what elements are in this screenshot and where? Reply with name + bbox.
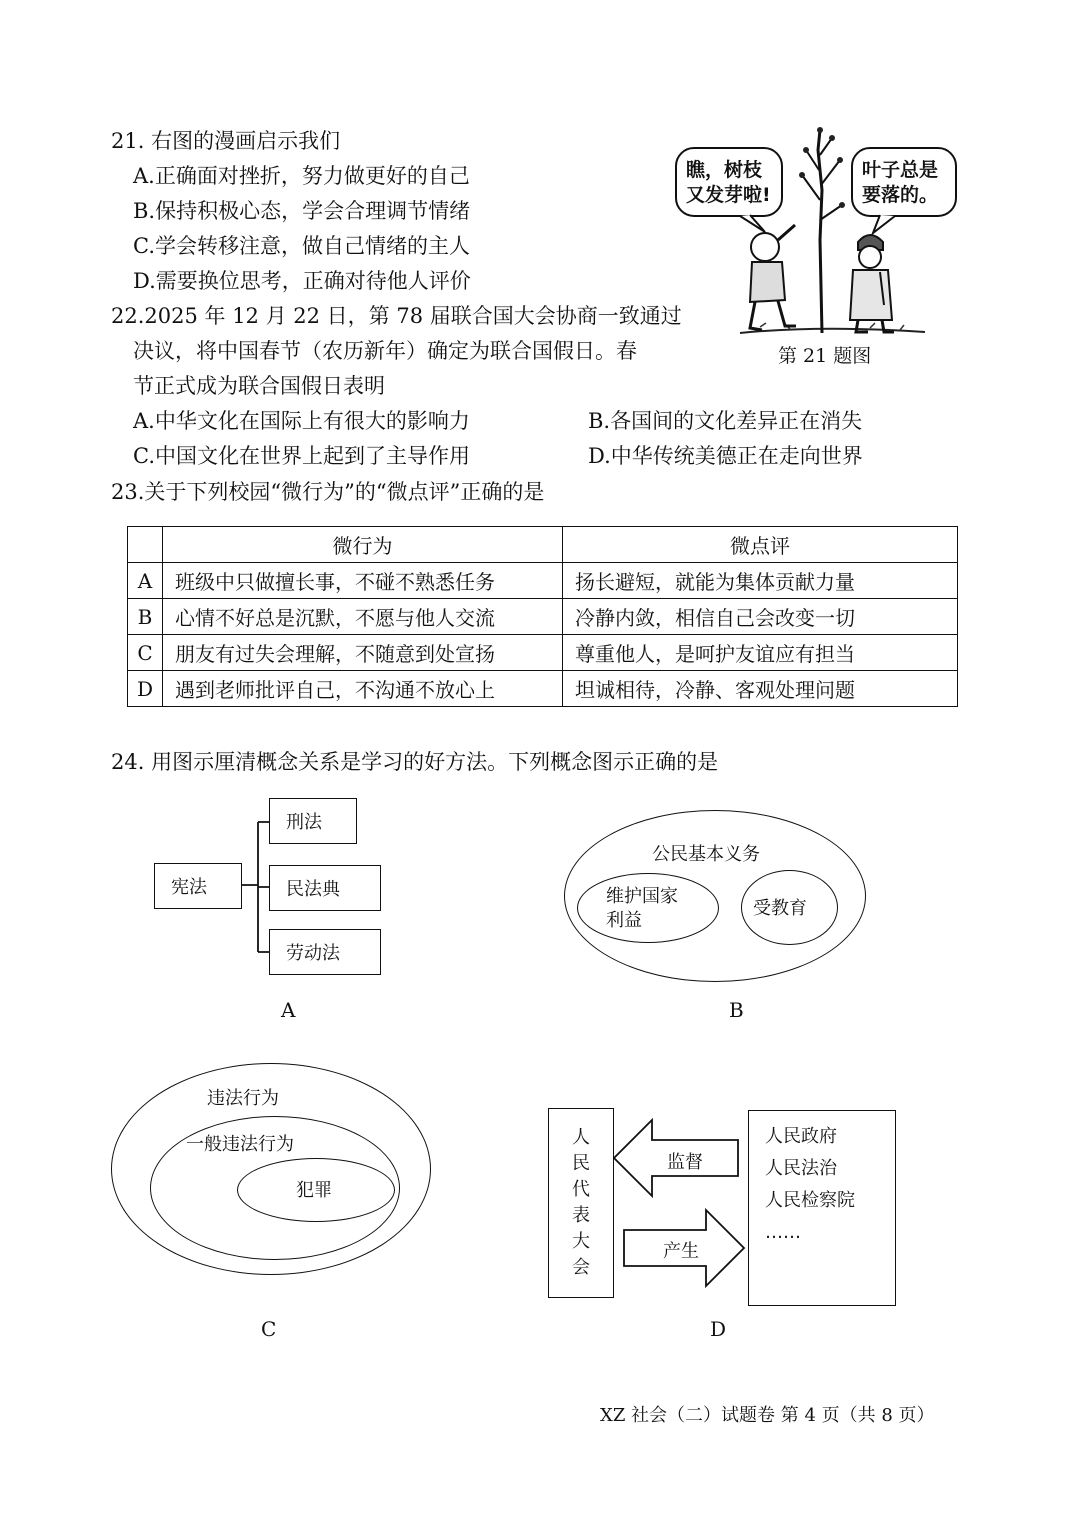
table-cell: 坦诚相待，冷静、客观处理问题 (563, 671, 958, 707)
table-header-cell: 微行为 (163, 527, 563, 563)
q21-option-a: A.正确面对挫折，努力做更好的自己 (133, 164, 470, 188)
diagram-d-right-box (748, 1110, 896, 1306)
bubble-right-line1: 叶子总是 (862, 159, 939, 181)
table-row (128, 671, 958, 707)
q21-stem: 21. 右图的漫画启示我们 (111, 129, 341, 153)
diagram-d-left-box (548, 1108, 614, 1298)
q22-option-d: D.中华传统美德正在走向世界 (588, 444, 863, 468)
table-cell: C (128, 635, 163, 671)
table-cell: D (128, 671, 163, 707)
q21-cartoon (670, 120, 970, 345)
diagram-c-label: C (261, 1317, 277, 1341)
bubble-left-line1: 瞧，树枝 (686, 159, 763, 181)
table-cell: A (128, 563, 163, 599)
diagram-a-child-label: 民法典 (286, 879, 340, 900)
diagram-a-child-2 (269, 865, 381, 911)
diagram-d-left-char: 民 (572, 1153, 590, 1174)
q21-option-c: C.学会转移注意，做自己情绪的主人 (133, 234, 470, 258)
diagram-a-child-label: 刑法 (286, 812, 322, 833)
diagram-a-root-label: 宪法 (171, 877, 207, 898)
diagram-a-root (154, 863, 242, 909)
diagram-a-label: A (281, 998, 296, 1022)
table-cell: 班级中只做擅长事，不碰不熟悉任务 (163, 563, 563, 599)
q22-stem-line1: 22.2025 年 12 月 22 日，第 78 届联合国大会协商一致通过 (111, 304, 682, 328)
q24-stem: 24. 用图示厘清概念关系是学习的好方法。下列概念图示正确的是 (111, 750, 719, 774)
q23-table (127, 526, 958, 707)
table-row (128, 599, 958, 635)
diagram-a-child-3 (269, 929, 381, 975)
diagram-b-inner-left-line1: 维护国家 (606, 886, 678, 907)
bubble-right-line2: 要落的。 (862, 184, 939, 206)
q22-option-a: A.中华文化在国际上有很大的影响力 (133, 409, 470, 433)
page-footer: XZ 社会（二）试题卷 第 4 页（共 8 页） (600, 1405, 935, 1426)
diagram-d-arrow-top-label: 监督 (667, 1152, 703, 1173)
table-header-row (128, 527, 958, 563)
diagram-d-left-char: 代 (572, 1179, 590, 1200)
table-cell: B (128, 599, 163, 635)
diagram-c-middle-label: 一般违法行为 (186, 1134, 294, 1155)
table-cell: 冷静内敛，相信自己会改变一切 (563, 599, 958, 635)
diagram-d-arrow-bottom-label: 产生 (663, 1241, 699, 1262)
diagram-d-left-char: 人 (572, 1127, 590, 1148)
diagram-c-inner-label: 犯罪 (296, 1180, 332, 1201)
diagram-b-inner-left-label (606, 885, 678, 933)
q23-stem: 23.关于下列校园“微行为”的“微点评”正确的是 (111, 480, 545, 504)
diagram-b-inner-right-label: 受教育 (753, 898, 807, 919)
table-cell: 朋友有过失会理解，不随意到处宣扬 (163, 635, 563, 671)
diagram-d-right-item: 人民政府 (765, 1126, 837, 1147)
table-cell: 扬长避短，就能为集体贡献力量 (563, 563, 958, 599)
table-header-cell: 微点评 (563, 527, 958, 563)
diagram-c-outer-label: 违法行为 (207, 1088, 279, 1109)
q22-option-b: B.各国间的文化差异正在消失 (588, 409, 863, 433)
diagram-b-outer-label: 公民基本义务 (652, 844, 760, 865)
diagram-d-label: D (710, 1317, 727, 1341)
table-header-cell (128, 527, 163, 563)
diagram-b-label: B (729, 998, 744, 1022)
bubble-left-line2: 又发芽啦! (686, 184, 771, 206)
diagram-d-right-item: 人民检察院 (765, 1190, 855, 1211)
q22-stem-line2: 决议，将中国春节（农历新年）确定为联合国假日。春 (133, 339, 637, 363)
table-row (128, 635, 958, 671)
q21-figure-caption: 第 21 题图 (778, 345, 872, 367)
q21-option-b: B.保持积极心态，学会合理调节情绪 (133, 199, 471, 223)
diagram-d-right-item: 人民法治 (765, 1158, 837, 1179)
q22-stem-line3: 节正式成为联合国假日表明 (133, 374, 385, 398)
table-cell: 遇到老师批评自己，不沟通不放心上 (163, 671, 563, 707)
diagram-a-child-1 (269, 798, 357, 844)
q21-option-d: D.需要换位思考，正确对待他人评价 (133, 269, 471, 293)
diagram-b-inner-left-line2: 利益 (606, 910, 642, 931)
diagram-d-left-char: 表 (572, 1205, 590, 1226)
q22-option-c: C.中国文化在世界上起到了主导作用 (133, 444, 470, 468)
table-cell: 尊重他人，是呵护友谊应有担当 (563, 635, 958, 671)
diagram-d-left-char: 大 (572, 1231, 590, 1252)
table-cell: 心情不好总是沉默，不愿与他人交流 (163, 599, 563, 635)
diagram-d-left-char: 会 (572, 1257, 590, 1278)
diagram-d-arrows (612, 1118, 752, 1293)
diagram-a-child-label: 劳动法 (286, 943, 340, 964)
table-row (128, 563, 958, 599)
diagram-d-right-item: …… (765, 1222, 801, 1243)
cartoon-illustration (670, 120, 970, 345)
